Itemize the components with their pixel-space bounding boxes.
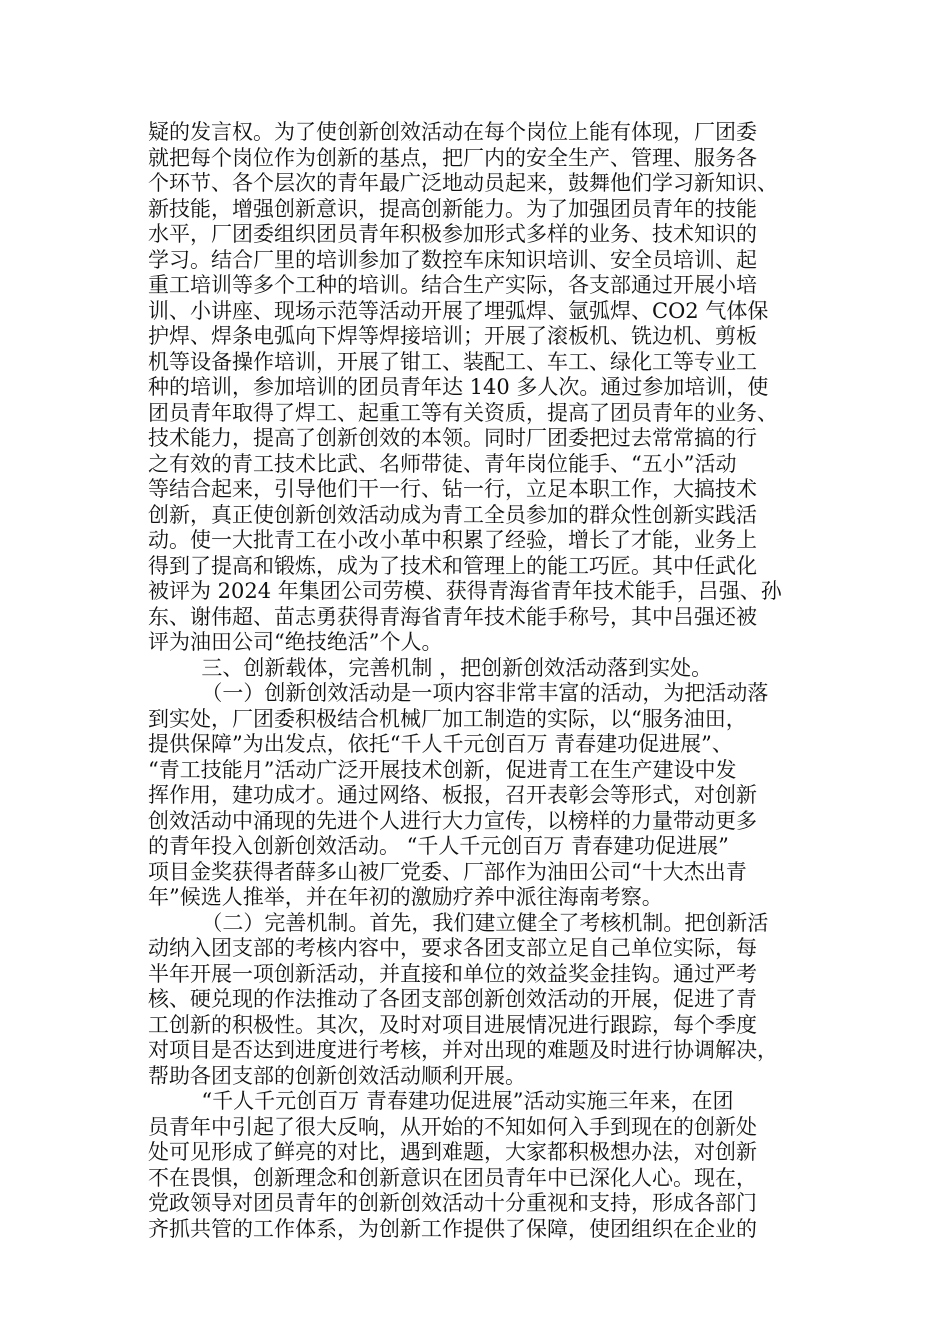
text-line: （二）完善机制。首先，我们建立健全了考核机制。把创新活 <box>148 910 769 935</box>
text-line: 种的培训，参加培训的团员青年达 140 多人次。通过参加培训，使 <box>148 375 769 399</box>
text-line: 个环节、各个层次的青年最广泛地动员起来，鼓舞他们学习新知识、 <box>148 171 778 195</box>
text-line: 挥作用，建功成才。通过网络、板报，召开表彰会等形式，对创新 <box>148 783 757 807</box>
text-line: 三、创新载体，完善机制 ，把创新创效活动落到实处。 <box>148 655 713 680</box>
text-line: 核、硬兑现的作法推动了各团支部创新创效活动的开展，促进了青 <box>148 987 757 1011</box>
text-line: “千人千元创百万 青春建功促进展”活动实施三年来，在团 <box>148 1089 734 1113</box>
text-line: 动纳入团支部的考核内容中，要求各团支部立足自己单位实际，每 <box>148 936 757 960</box>
text-line: 提供保障”为出发点，依托“千人千元创百万 青春建功促进展”、 <box>148 732 733 756</box>
text-line: 工创新的积极性。其次，及时对项目进展情况进行跟踪，每个季度 <box>148 1012 757 1037</box>
text-line: 新技能，增强创新意识，提高创新能力。为了加强团员青年的技能 <box>148 196 757 221</box>
text-line: 护焊、焊条电弧向下焊等焊接培训；开展了滚板机、铣边机、剪板 <box>148 324 757 348</box>
text-line: 东、谢伟超、苗志勇获得青海省青年技术能手称号，其中吕强还被 <box>148 604 757 629</box>
body-text <box>148 120 808 1242</box>
text-line: 对项目是否达到进度进行考核，并对出现的难题及时进行协调解决， <box>148 1038 778 1062</box>
text-line: 不在畏惧，创新理念和创新意识在团员青年中已深化人心。现在， <box>148 1165 757 1190</box>
text-line: 年”候选人推举，并在年初的激励疗养中派往海南考察。 <box>148 885 663 909</box>
text-line: 创新，真正使创新创效活动成为青工全员参加的群众性创新实践活 <box>148 502 757 527</box>
text-line: 训、小讲座、现场示范等活动开展了埋弧焊、氩弧焊、CO2 气体保 <box>148 298 769 323</box>
text-line: 项目金奖获得者薛多山被厂党委、厂部作为油田公司“十大杰出青 <box>148 859 747 884</box>
text-line: 的青年投入创新创效活动。 “千人千元创百万 青春建功促进展” <box>148 834 729 858</box>
text-line: 等结合起来，引导他们干一行、钻一行，立足本职工作，大搞技术 <box>148 477 757 501</box>
text-line: 机等设备操作培训，开展了钳工、装配工、车工、绿化工等专业工 <box>148 349 757 374</box>
text-line: 到实处，厂团委积极结合机械厂加工制造的实际，以“服务油田， <box>148 706 747 731</box>
text-line: （一）创新创效活动是一项内容非常丰富的活动，为把活动落 <box>148 681 769 705</box>
text-line: 动。使一大批青工在小改小革中积累了经验，增长了才能，业务上 <box>148 528 757 552</box>
text-line: 处可见形成了鲜亮的对比，遇到难题，大家都积极想办法，对创新 <box>148 1140 757 1164</box>
text-line: 学习。结合厂里的培训参加了数控车床知识培训、安全员培训、起 <box>148 247 757 272</box>
text-line: 齐抓共管的工作体系，为创新工作提供了保障，使团组织在企业的 <box>148 1216 757 1241</box>
text-line: 得到了提高和锻炼，成为了技术和管理上的能工巧匠。其中任武化 <box>148 553 757 578</box>
text-line: “青工技能月”活动广泛开展技术创新，促进青工在生产建设中发 <box>148 757 737 782</box>
text-line: 创效活动中涌现的先进个人进行大力宣传，以榜样的力量带动更多 <box>148 808 757 833</box>
text-line: 技术能力，提高了创新创效的本领。同时厂团委把过去常常搞的行 <box>148 426 757 450</box>
text-line: 之有效的青工技术比武、名师带徒、青年岗位能手、“五小”活动 <box>148 451 737 476</box>
text-line: 员青年中引起了很大反响，从开始的不知如何入手到现在的创新处 <box>148 1114 757 1139</box>
text-line: 被评为 2024 年集团公司劳模、获得青海省青年技术能手，吕强、孙 <box>148 579 782 603</box>
text-line: 党政领导对团员青年的创新创效活动十分重视和支持，形成各部门 <box>148 1191 757 1215</box>
text-line: 评为油田公司“绝技绝活”个人。 <box>148 630 443 654</box>
text-line: 半年开展一项创新活动，并直接和单位的效益奖金挂钩。通过严考 <box>148 961 757 986</box>
text-line: 疑的发言权。为了使创新创效活动在每个岗位上能有体现，厂团委 <box>148 120 757 144</box>
text-line: 团员青年取得了焊工、起重工等有关资质，提高了团员青年的业务、 <box>148 400 778 425</box>
text-line: 重工培训等多个工种的培训。结合生产实际，各支部通过开展小培 <box>148 273 757 297</box>
text-line: 帮助各团支部的创新创效活动顺利开展。 <box>148 1063 526 1088</box>
text-line: 就把每个岗位作为创新的基点，把厂内的安全生产、管理、服务各 <box>148 145 757 170</box>
text-line: 水平，厂团委组织团员青年积极参加形式多样的业务、技术知识的 <box>148 222 757 246</box>
